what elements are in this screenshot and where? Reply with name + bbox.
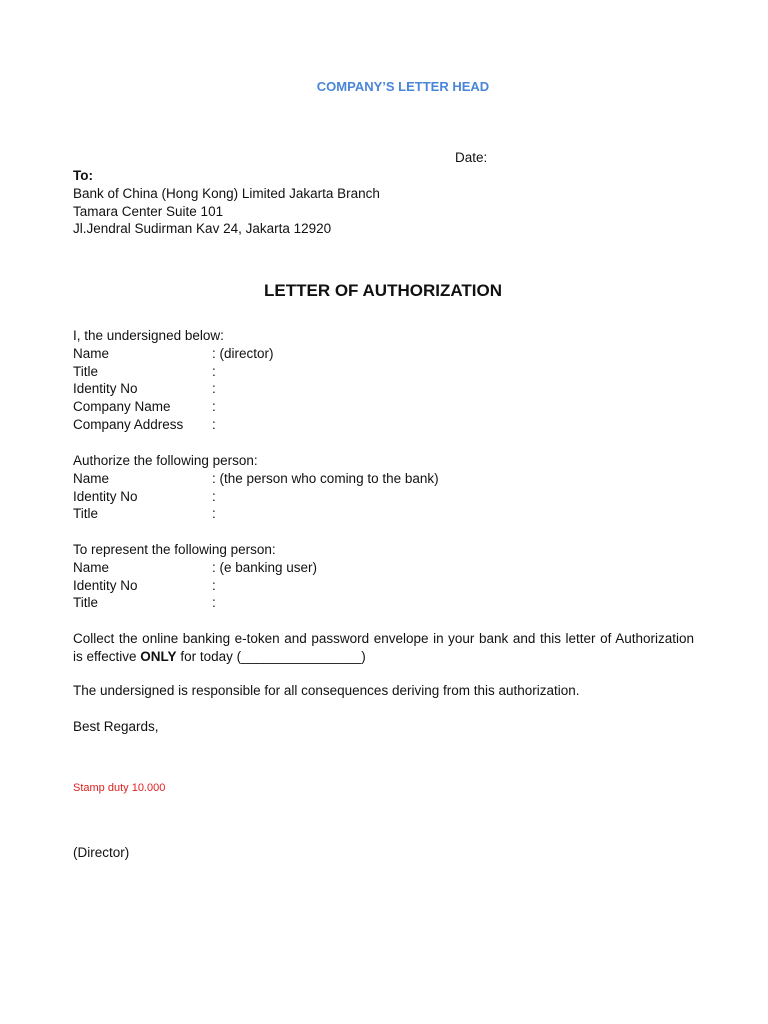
field-label: Company Name <box>73 399 171 415</box>
stamp-duty-note: Stamp duty 10.000 <box>73 782 166 794</box>
field-label: Company Address <box>73 416 184 432</box>
closing: Best Regards, <box>73 719 159 734</box>
field-label: Identity No <box>73 577 138 593</box>
authorized-intro: Authorize the following person: <box>73 453 258 468</box>
letterhead: COMPANY’S LETTER HEAD <box>316 79 490 94</box>
field-value: : <box>212 363 216 379</box>
field-value: : <box>212 416 216 432</box>
field-value: : <box>212 381 216 397</box>
field-value: : (e banking user) <box>212 559 318 575</box>
field-value: : <box>212 577 216 593</box>
collect-date-blank: for today (________________) <box>176 648 366 664</box>
authorized-section <box>73 452 493 523</box>
field-label: Title <box>73 595 99 611</box>
recipient-line: Tamara Center Suite 101 <box>73 203 224 219</box>
collect-emphasis: ONLY <box>140 648 177 664</box>
field-row <box>73 594 493 612</box>
field-label: Title <box>73 506 99 522</box>
undersigned-intro: I, the undersigned below: <box>73 328 224 343</box>
field-value: : (the person who coming to the bank) <box>212 470 439 486</box>
responsibility-statement: The undersigned is responsible for all consequences deriving from this authorization. <box>73 683 580 698</box>
recipient-line: Bank of China (Hong Kong) Limited Jakarta Branch <box>73 185 380 201</box>
field-row <box>73 488 493 506</box>
field-row <box>73 363 493 381</box>
field-label: Name <box>73 470 110 486</box>
signature-label: (Director) <box>73 845 130 860</box>
field-row <box>73 505 493 523</box>
date-label: Date: <box>455 150 488 165</box>
field-value: : <box>212 506 216 522</box>
field-label: Name <box>73 559 110 575</box>
field-value: : (director) <box>212 345 274 361</box>
field-row <box>73 398 493 416</box>
field-label: Identity No <box>73 488 138 504</box>
field-row <box>73 345 493 363</box>
field-value: : <box>212 488 216 504</box>
field-value: : <box>212 595 216 611</box>
field-label: Title <box>73 363 99 379</box>
represented-intro: To represent the following person: <box>73 542 276 557</box>
recipient-line: Jl.Jendral Sudirman Kav 24, Jakarta 12920 <box>73 221 332 237</box>
field-row <box>73 470 493 488</box>
collect-text: Collect the online banking e-token and password envelope in your bank and this letter of Authorization is effective <box>73 631 694 664</box>
represented-section <box>73 541 493 612</box>
collect-paragraph <box>73 630 694 666</box>
field-row <box>73 380 493 398</box>
undersigned-section <box>73 327 493 434</box>
field-row <box>73 559 493 577</box>
field-row <box>73 416 493 434</box>
field-label: Identity No <box>73 381 138 397</box>
field-row <box>73 577 493 595</box>
recipient-label: To: <box>73 168 93 183</box>
document-title: LETTER OF AUTHORIZATION <box>264 281 502 300</box>
recipient-block <box>73 167 380 238</box>
field-value: : <box>212 399 216 415</box>
field-label: Name <box>73 345 110 361</box>
